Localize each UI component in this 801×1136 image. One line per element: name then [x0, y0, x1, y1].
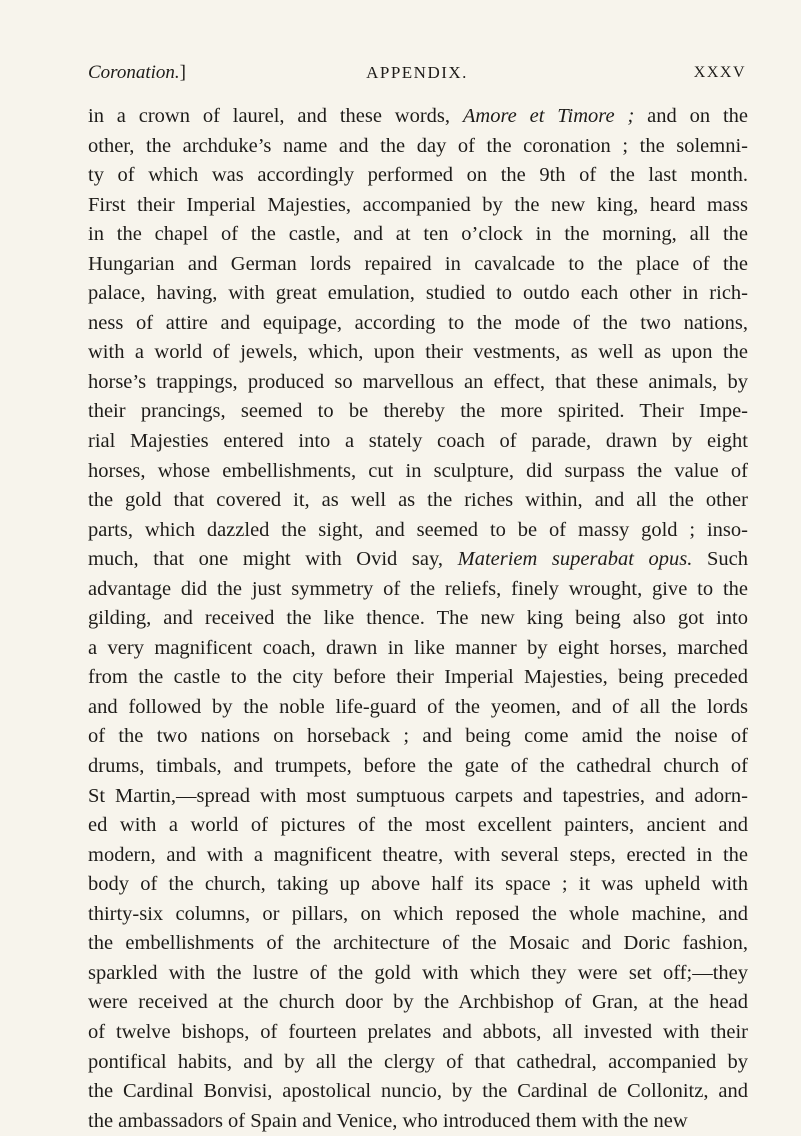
text-line: [88, 279, 748, 309]
text-run: horses, whose embellishments, cut in sculpture, did surpass the value of: [88, 459, 748, 482]
text-run: Such: [692, 548, 748, 571]
text-line: [88, 1107, 748, 1136]
text-run: rial Majesties entered into a stately coach of parade, drawn by eight: [88, 430, 748, 453]
text-line: [88, 220, 748, 250]
text-line: [88, 368, 748, 398]
text-run: Hungarian and German lords repaired in cavalcade to the place of the: [88, 252, 748, 275]
text-line: [88, 397, 748, 427]
text-line: [88, 338, 748, 368]
text-run: parts, which dazzled the sight, and seemed to be of massy gold ; inso-: [88, 518, 748, 541]
text-line: [88, 782, 748, 812]
text-run: ness of attire and equipage, according to the mode of the two nations,: [88, 311, 748, 334]
running-head: [88, 60, 746, 86]
text-line: [88, 1048, 748, 1078]
text-line: [88, 1018, 748, 1048]
text-line: [88, 811, 748, 841]
text-run: much, that one might with Ovid say,: [88, 548, 458, 571]
italic-phrase: Amore et Timore ;: [462, 105, 635, 127]
text-line: [88, 988, 748, 1018]
text-line: [88, 693, 748, 723]
text-run: the gold that covered it, as well as the riches within, and all the other: [88, 489, 748, 512]
text-line: [88, 752, 748, 782]
text-line: [88, 722, 748, 752]
body-paragraph: [88, 102, 748, 1136]
text-run: and on the: [634, 105, 748, 127]
text-run: and followed by the noble life-guard of the yeomen, and of all the lords: [88, 695, 748, 718]
text-run: drums, timbals, and trumpets, before the gate of the cathedral church of: [88, 755, 748, 778]
text-line: [88, 427, 748, 457]
text-line: [88, 604, 748, 634]
text-line: [88, 132, 748, 162]
appendix-heading: APPENDIX.: [366, 63, 468, 82]
text-line: [88, 870, 748, 900]
text-run: in the chapel of the castle, and at ten o’clock in the morning, all the: [88, 223, 748, 246]
text-line: [88, 575, 748, 605]
text-run: advantage did the just symmetry of the reliefs, finely wrought, give to the: [88, 577, 748, 600]
text-run: modern, and with a magnificent theatre, with several steps, erected in the: [88, 843, 748, 866]
text-line: [88, 102, 748, 132]
text-run: a very magnificent coach, drawn in like manner by eight horses, marched: [88, 636, 748, 659]
text-run: body of the church, taking up above half its space ; it was upheld with: [88, 873, 748, 896]
text-line: [88, 959, 748, 989]
text-run: their prancings, seemed to be thereby the more spirited. Their Impe-: [88, 400, 748, 423]
text-run: ed with a world of pictures of the most excellent painters, ancient and: [88, 814, 748, 837]
text-run: of twelve bishops, of fourteen prelates and abbots, all invested with their: [88, 1020, 748, 1043]
text-run: with a world of jewels, which, upon their vestments, as well as upon the: [88, 341, 748, 364]
text-run: the Cardinal Bonvisi, apostolical nuncio, by the Cardinal de Collonitz, and: [88, 1080, 748, 1103]
section-title: Coronation.]: [88, 62, 186, 83]
text-line: [88, 545, 748, 575]
text-line: [88, 663, 748, 693]
text-line: [88, 841, 748, 871]
text-line: [88, 250, 748, 280]
text-line: [88, 309, 748, 339]
text-run: in a crown of laurel, and these words,: [88, 105, 463, 127]
text-run: First their Imperial Majesties, accompanied by the new king, heard mass: [88, 193, 748, 216]
text-line: [88, 634, 748, 664]
text-run: of the two nations on horseback ; and being come amid the noise of: [88, 725, 748, 748]
italic-phrase: Materiem superabat opus.: [457, 548, 693, 571]
text-run: horse’s trappings, produced so marvellous an effect, that these animals, by: [88, 370, 748, 393]
text-run: the ambassadors of Spain and Venice, who introduced them with the new: [88, 1109, 688, 1132]
text-line: [88, 1077, 748, 1107]
text-run: St Martin,—spread with most sumptuous carpets and tapestries, and adorn-: [88, 784, 748, 807]
text-run: ty of which was accordingly performed on the 9th of the last month.: [88, 164, 748, 187]
text-run: the embellishments of the architecture of the Mosaic and Doric fashion,: [88, 932, 748, 955]
text-line: [88, 486, 748, 516]
text-line: [88, 516, 748, 546]
text-line: [88, 900, 748, 930]
text-run: palace, having, with great emulation, studied to outdo each other in rich-: [88, 282, 748, 305]
text-run: other, the archduke’s name and the day of the coronation ; the solemni-: [88, 134, 748, 157]
text-run: from the castle to the city before their Imperial Majesties, being preceded: [88, 666, 748, 689]
page-number: XXXV: [693, 64, 746, 81]
text-line: [88, 161, 748, 191]
text-line: [88, 929, 748, 959]
text-run: thirty-six columns, or pillars, on which reposed the whole machine, and: [88, 902, 748, 925]
text-run: were received at the church door by the Archbishop of Gran, at the head: [88, 991, 748, 1014]
text-line: [88, 191, 748, 221]
text-run: pontifical habits, and by all the clergy of that cathedral, accompanied by: [88, 1050, 748, 1073]
text-line: [88, 457, 748, 487]
text-run: sparkled with the lustre of the gold with which they were set off;—they: [88, 961, 748, 984]
text-run: gilding, and received the like thence. The new king being also got into: [88, 607, 748, 630]
